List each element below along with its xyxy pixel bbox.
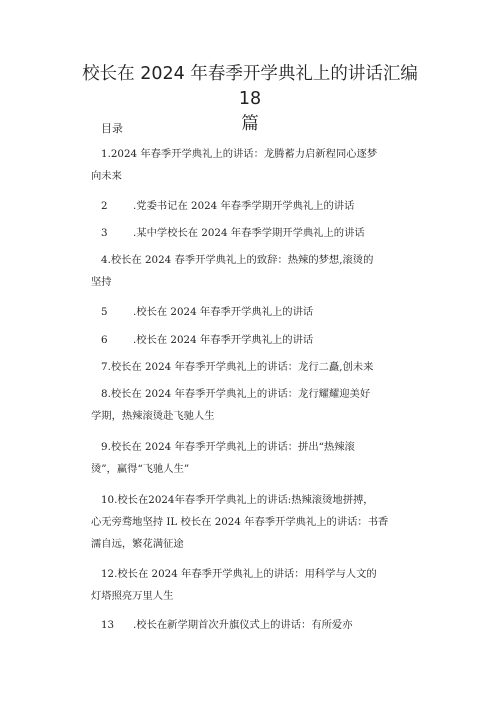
toc-entry-text: .校长在 2024 年春季开学典礼上的讲话：拼出“热辣滚	[107, 441, 355, 453]
toc-entry-continuation: 学期，热辣滚烫赴飞驰人生	[91, 410, 215, 422]
toc-entry-number: 1	[101, 148, 108, 160]
toc-entry-1	[91, 143, 439, 187]
toc-entry-3	[101, 222, 439, 244]
title-line-2: 篇	[241, 114, 259, 134]
toc-entry-continuation: 灯塔照亮万里人生	[91, 590, 174, 602]
toc-entry-continuation: 坚持	[91, 276, 112, 288]
toc-entry-number: 7	[101, 361, 108, 373]
toc-entry-continuation: 心无旁骛地坚持 IL 校长在 2024 年春季开学典礼上的讲话：书香	[91, 516, 389, 528]
toc-entry-text: .校长在 2024 春季开学典礼上的致辞：热辣的梦想,滚烫的	[107, 254, 374, 266]
toc-entry-number: 9	[101, 441, 108, 453]
toc-entry-number: 5	[101, 306, 108, 318]
toc-entry-6	[101, 329, 439, 351]
toc-entry-text: .2024 年春季开学典礼上的讲话：龙腾蓄力启新程同心逐梦	[107, 148, 378, 160]
toc-entry-10	[91, 489, 439, 555]
toc-entry-continuation: 濡自远，繁花满征途	[91, 538, 184, 550]
toc-entry-13	[101, 614, 439, 636]
toc-entry-12	[91, 563, 439, 607]
toc-label: 目录	[101, 122, 123, 135]
toc-entry-text: .校长在 2024 年春季开学典礼上的讲话：龙行二矗,创未来	[107, 361, 374, 373]
toc-entry-number: 2	[101, 200, 108, 212]
toc-entry-text: .校长在 2024 年春季开学典礼上的讲话：龙行耀耀迎美好	[107, 388, 371, 400]
toc-entry-text: .校长在 2024 年春季开学典礼上的讲话	[133, 306, 314, 318]
toc-entry-text: .校长在2024年春季开学典礼上的讲话:热辣滚烫地拼搏，	[114, 494, 374, 506]
toc-entry-continuation: 烫”，赢得“飞驰人生”	[91, 463, 190, 475]
toc-entry-9	[91, 436, 439, 480]
toc-entry-number: 13	[101, 619, 115, 631]
toc-entry-number: 10	[101, 494, 115, 506]
toc-entry-number: 3	[101, 227, 108, 239]
toc-entry-text: .校长在新学期首次升旗仪式上的讲话：有所爱亦	[133, 619, 353, 631]
toc-entry-text: .校长在 2024 年春季开学典礼上的讲话	[133, 334, 314, 346]
toc-entry-number: 6	[101, 334, 108, 346]
toc-entry-5	[101, 301, 439, 323]
toc-entry-text: .党委书记在 2024 年春季学期开学典礼上的讲话	[133, 200, 355, 212]
toc-entry-number: 8	[101, 388, 108, 400]
toc-entry-text: .某中学校长在 2024 年春季学期开学典礼上的讲话	[133, 227, 365, 239]
toc-entry-8	[91, 383, 439, 427]
toc-entry-continuation: 向未来	[91, 170, 122, 182]
toc-entry-number: 4	[101, 254, 108, 266]
document-title	[70, 62, 430, 137]
toc-entry-2	[101, 195, 439, 217]
toc-entry-7	[101, 356, 439, 378]
toc-entry-4	[91, 249, 439, 293]
title-line-1: 校长在 2024 年春季开学典礼上的讲话汇编 18	[82, 64, 418, 109]
toc-entry-number: 12	[101, 568, 115, 580]
toc-entry-text: .校长在 2024 年春季开学典礼上的讲话：用科学与人文的	[114, 568, 377, 580]
